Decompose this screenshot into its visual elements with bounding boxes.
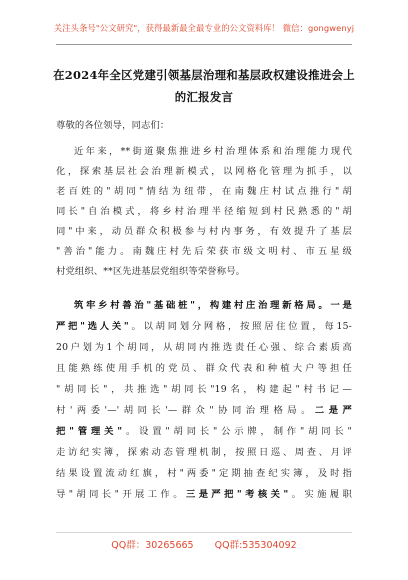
paragraph-2-line bbox=[56, 321, 352, 333]
paragraph-1-line: 近年来，**街道聚焦推进乡村治理体系和治理能力现代 bbox=[74, 146, 352, 157]
bold-text: 二是严 bbox=[314, 405, 352, 416]
footer-qq-group-2: QQ群:535304092 bbox=[214, 540, 297, 551]
body-text: 村'两委'—'胡同长'—群众"协同治理格局。 bbox=[56, 405, 315, 416]
paragraph-1-line: 同"中来，动员群众积极参与村内事务，有效提升了基层 bbox=[56, 226, 352, 237]
header-banner: 关注头条号"公文研究"，获得最新最全最专业的公文资料库！ 微信：gongwenyj bbox=[53, 23, 355, 33]
document-title-line-1: 在2024年全区党建引领基层治理和基层政权建设推进会上 bbox=[53, 68, 355, 82]
salutation: 尊敬的各位领导，同志们： bbox=[56, 120, 170, 131]
bold-text: 筑牢乡村善治"基础桩"，构建村庄治理新格局。一是 bbox=[74, 300, 352, 311]
body-text: 。以胡同划分网格，按照居住位置，每15- bbox=[128, 321, 352, 332]
paragraph-2-line bbox=[56, 405, 352, 417]
footer-qq-group-1: QQ群：30265665 bbox=[111, 540, 194, 551]
bold-text: 三是严把"考核关" bbox=[185, 489, 289, 500]
body-text: 。实施履职 bbox=[288, 489, 352, 500]
body-text: 导"胡同长"开展工作。 bbox=[56, 489, 186, 500]
paragraph-2-line: 且能熟练使用手机的党员、群众代表和种植大户等担任 bbox=[56, 363, 352, 374]
body-text: 。设置"胡同长"公示牌，制作"胡同长" bbox=[122, 426, 352, 437]
paragraph-2-line: 20户划为1个胡同，从胡同内推选责任心强、综合素质高 bbox=[56, 342, 352, 353]
footer bbox=[0, 537, 408, 551]
paragraph-2-line bbox=[56, 489, 352, 501]
bold-text: 把"管理关" bbox=[56, 426, 123, 437]
header-divider bbox=[56, 44, 352, 45]
paragraph-2-line bbox=[56, 426, 352, 438]
paragraph-1-line: 同长"自治模式，将乡村治理半径缩短到村民熟悉的"胡 bbox=[56, 206, 352, 217]
paragraph-2-line: 走访纪实簿，探索动态管理机制，按照日巡、周查、月评 bbox=[56, 447, 352, 458]
document-title-line-2: 的汇报发言 bbox=[174, 90, 234, 104]
paragraph-1-line: 村党组织、**区先进基层党组织等荣誉称号。 bbox=[56, 266, 246, 277]
paragraph-2-line: "胡同长"，共推选"胡同长"19名，构建起"村书记— bbox=[56, 384, 352, 395]
paragraph-2-heading-line bbox=[74, 300, 352, 312]
bold-text: 严把"选人关" bbox=[56, 321, 129, 332]
footer-divider bbox=[56, 532, 352, 533]
paragraph-1-line: "善治"能力。南魏庄村先后荣获市级文明村、市五星级 bbox=[56, 246, 352, 257]
paragraph-1-line: 老百姓的"胡同"情结为纽带，在南魏庄村试点推行"胡 bbox=[56, 186, 352, 197]
paragraph-1-line: 化，探索基层社会治理新模式，以网格化管理为抓手，以 bbox=[56, 166, 352, 177]
paragraph-2-line: 结果设置流动红旗，村"两委"定期抽查纪实簿，及时指 bbox=[56, 468, 352, 479]
